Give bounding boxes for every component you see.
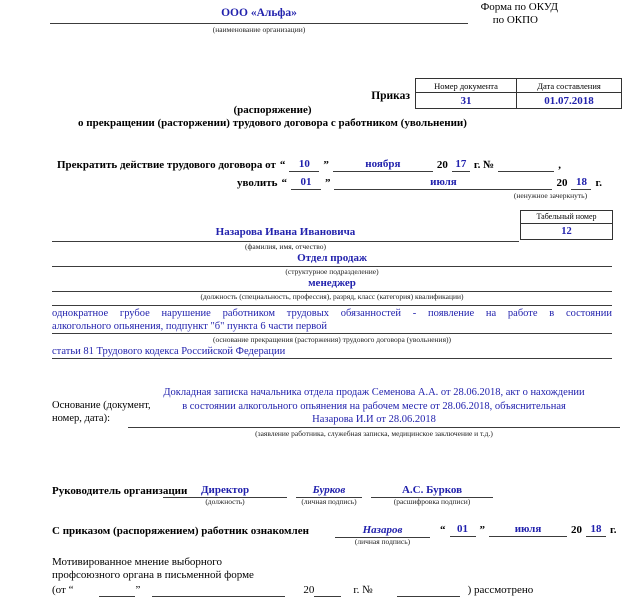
organization-name-field[interactable]: ООО «Альфа» (50, 7, 468, 24)
basis-text-line-3: Назарова И.И от 28.06.2018 (312, 414, 436, 425)
employee-signature-field (335, 523, 430, 546)
basis-text-line-2: в состоянии алкогольного опьянения на рабочем месте от 28.06.2018, объяснительная (182, 400, 566, 412)
g-label: г. (595, 177, 602, 189)
open-quote: “ (279, 159, 286, 171)
year-prefix: 20 (303, 584, 315, 596)
basis-caption: (заявление работника, служебная записка, медицинское заключение и т.д.) (255, 429, 493, 438)
year-prefix: 20 (571, 524, 582, 536)
head-signature-value[interactable]: Бурков (296, 483, 362, 498)
basis-text-field[interactable] (128, 386, 620, 428)
personnel-number-box (520, 210, 613, 240)
head-signature-field (296, 483, 362, 506)
close-quote: ” (324, 177, 331, 189)
union-considered-label: ) рассмотрено (467, 584, 534, 596)
union-opinion-block (52, 556, 254, 582)
terminate-lead: Прекратить действие трудового договора от (57, 159, 276, 171)
doc-number-header: Номер документа (416, 79, 517, 93)
comma: , (558, 159, 561, 171)
g-label: г. (610, 524, 617, 536)
terminate-year-field[interactable]: 17 (452, 158, 470, 172)
terminate-day-field[interactable]: 10 (289, 158, 319, 172)
ack-year-field[interactable]: 18 (586, 523, 606, 537)
head-position-value[interactable]: Директор (163, 483, 287, 498)
close-quote: ” (479, 524, 485, 536)
head-name-caption: (расшифровка подписи) (393, 497, 471, 506)
union-number-blank[interactable] (397, 585, 460, 597)
union-ot-label: (от “ (52, 584, 74, 596)
head-name-field (371, 483, 493, 506)
ack-month-field[interactable]: июля (489, 523, 567, 537)
employee-fio-field[interactable]: Назарова Ивана Ивановича (52, 226, 519, 242)
personnel-number-label: Табельный номер (520, 210, 613, 224)
close-quote: ” (323, 159, 329, 171)
dismiss-month-field[interactable]: июля (334, 176, 552, 190)
head-position-field (163, 483, 287, 506)
doc-number-value[interactable]: 31 (416, 93, 517, 109)
union-line-1: Мотивированное мнение выборного (52, 556, 223, 568)
okud-form-label: Форма по ОКУД (480, 1, 558, 13)
union-date-line (52, 584, 533, 597)
grounds-line-2[interactable]: алкогольного опьянения, подпункт "б" пункта 6 части первой (52, 320, 612, 334)
order-word: Приказ (371, 90, 410, 102)
basis-label-line-1: Основание (документ, (52, 400, 151, 411)
contract-number-blank[interactable] (498, 160, 554, 172)
acknowledgement-label: С приказом (распоряжением) работник ознакомлен (52, 525, 309, 537)
uvolit-label: уволить (237, 177, 278, 189)
doc-date-header: Дата составления (517, 79, 622, 93)
dismiss-year-field[interactable]: 18 (571, 176, 591, 190)
head-position-caption: (должность) (205, 497, 245, 506)
acknowledgement-date (440, 523, 617, 537)
organization-name-caption: (наименование организации) (212, 25, 306, 34)
terminate-line-1 (57, 158, 561, 172)
grounds-line-3[interactable]: статьи 81 Трудового кодекса Российской Федерации (52, 345, 612, 359)
strike-out-caption: (ненужное зачеркнуть) (513, 191, 588, 200)
year-prefix: 20 (436, 159, 448, 171)
doc-date-value[interactable]: 01.07.2018 (517, 93, 622, 109)
union-day-blank[interactable] (99, 585, 135, 597)
department-field[interactable]: Отдел продаж (52, 252, 612, 267)
grounds-caption: (основание прекращения (расторжения) трудового договора (увольнения)) (212, 335, 452, 344)
grounds-top-rule (52, 305, 612, 306)
close-quote: ” (135, 584, 141, 596)
ack-day-field[interactable]: 01 (450, 523, 476, 537)
open-quote: “ (440, 524, 446, 536)
head-signature-caption: (личная подпись) (301, 497, 357, 506)
rasporyazhenie-subtitle: (распоряжение) (233, 104, 312, 116)
terminate-line-2 (237, 176, 602, 190)
okpo-label: по ОКПО (492, 14, 538, 26)
grounds-line-1[interactable]: однократное грубое нарушение работником трудовых обязанностей - появление на работе в состоянии (52, 308, 612, 319)
basis-text-line-1: Докладная записка начальника отдела продаж Семенова А.А. от 28.06.2018, акт о нахождении (163, 387, 585, 398)
year-prefix: 20 (556, 177, 568, 189)
union-line-2: профсоюзного органа в письменной форме (52, 569, 254, 581)
head-of-org-label: Руководитель организации (52, 485, 188, 497)
dismiss-day-field[interactable]: 01 (291, 176, 321, 190)
employee-signature-caption: (личная подпись) (354, 537, 411, 546)
union-month-blank[interactable] (152, 585, 285, 597)
fio-caption: (фамилия, имя, отчество) (245, 242, 326, 251)
g-no-label: г. № (473, 159, 495, 171)
open-quote: “ (281, 177, 287, 189)
terminate-month-field[interactable]: ноября (333, 158, 433, 172)
personnel-number-value[interactable]: 12 (520, 224, 613, 240)
employee-signature-value[interactable]: Назаров (335, 523, 430, 538)
union-year-blank[interactable] (314, 585, 341, 597)
basis-label-line-2: номер, дата): (52, 413, 110, 424)
position-caption: (должность (специальность, профессия), разряд, класс (категория) квалификации) (200, 292, 464, 301)
position-field[interactable]: менеджер (52, 277, 612, 292)
head-name-value[interactable]: А.С. Бурков (371, 483, 493, 498)
order-title: о прекращении (расторжении) трудового договора с работником (увольнении) (78, 117, 467, 129)
g-no-label: г. № (353, 584, 373, 596)
department-caption: (структурное подразделение) (285, 267, 379, 276)
